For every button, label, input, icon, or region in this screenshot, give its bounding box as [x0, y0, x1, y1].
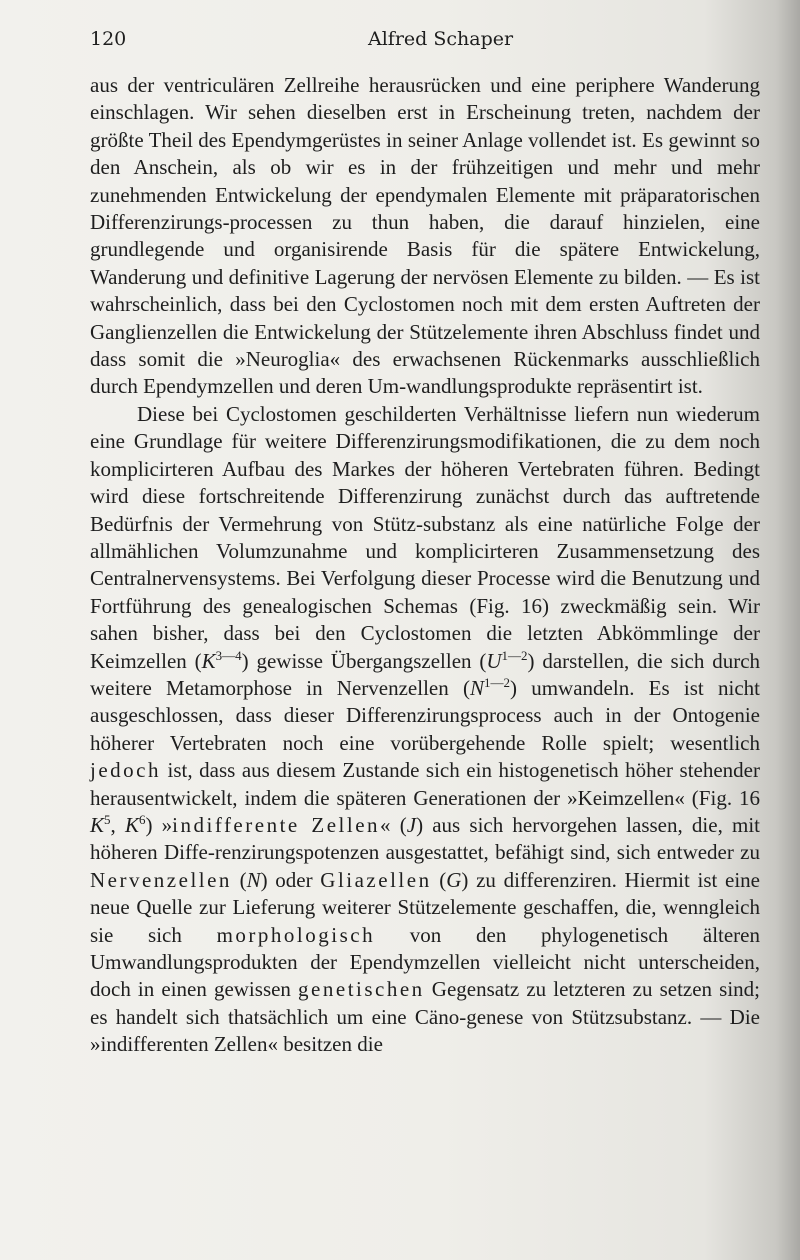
text-run: Diese bei Cyclostomen geschilderten Verhältnisse liefern nun wiederum eine Grundlage für weitere Differenzirungsmodifikationen, die zu dem noch komplicirteren Aufbau des Markes der höheren Vertebraten führen. Bedingt wird diese fortschreitende Differenzirung zunächst durch das auftretende Bedürfnis der Vermehrung von Stütz-substanz als eine natürliche Folge der allmählichen Volumzunahme und komplicirteren Zusammensetzung des Centralnervensystems. Bei Verfolgung dieser Processe wird die Benutzung und Fortführung des genealogischen Schemas (Fig. 16) zweckmäßig sein. Wir sahen bisher, dass bei den Cyclostomen die letzten Abkömmlinge der Keimzellen ( — [90, 401, 760, 673]
text-run: ( — [431, 867, 447, 892]
emphasis-spaced: Gliazellen — [320, 867, 432, 892]
emphasis-spaced: Nervenzellen — [90, 867, 232, 892]
text-run: von den phylogenetisch älteren Umwandlungsprodukten der Ependymzellen vielleicht nicht unterscheiden, doch in einen gewissen — [90, 922, 760, 1002]
running-head: Alfred Schaper — [368, 28, 514, 50]
page-header — [90, 28, 760, 56]
italic-symbol: U — [486, 648, 502, 673]
text-run: ) » — [145, 812, 173, 837]
italic-symbol: G — [446, 867, 462, 892]
superscript: 1—2 — [501, 647, 528, 663]
italic-symbol: K — [124, 812, 139, 837]
paragraph — [90, 72, 760, 401]
italic-symbol: N — [469, 675, 484, 700]
body-text — [90, 72, 760, 1059]
italic-symbol: K — [90, 812, 105, 837]
text-run: « ( — [380, 812, 407, 837]
emphasis-spaced: indifferente Zellen — [172, 812, 381, 837]
paragraph — [90, 401, 760, 1059]
text-run: ) oder — [260, 867, 321, 892]
text-run: , — [110, 812, 125, 837]
text-run: aus der ventriculären Zellreihe herausrücken und eine periphere Wanderung einschlagen. Wir sehen dieselben erst in Erscheinung treten, nachdem der größte Theil des Ependymgerüstes in seiner Anlage vollendet ist. Es gewinnt so den Anschein, als ob wir es in der frühzeitigen und mehr und mehr zunehmenden Entwickelung der ependymalen Elemente mit präparatorischen Differenzirungs-processen zu thun haben, die darauf hinzielen, eine grundlegende und organisirende Basis für die spätere Entwickelung, Wanderung und definitive Lagerung der nervösen Elemente zu bilden. — Es ist wahrscheinlich, dass bei den Cyclostomen noch mit dem ersten Auftreten der Ganglienzellen die Entwickelung der Stützelemente ihren Abschluss findet und dass somit die »Neuroglia« des erwachsenen Rückenmarks ausschließlich durch Ependymzellen und deren Um-wandlungsprodukte repräsentirt ist. — [90, 73, 760, 399]
text-run: ) zu differenziren. Hiermit ist eine neue Quelle zur Lieferung weiterer Stützelemente geschaffen, die, wenngleich sie sich — [90, 867, 761, 947]
superscript: 3—4 — [215, 647, 242, 663]
text-run: ( — [231, 867, 247, 892]
emphasis-spaced: genetischen — [298, 977, 425, 1002]
italic-symbol: N — [246, 867, 261, 892]
text-run: ) darstellen, die sich durch weitere Metamorphose in Nervenzellen ( — [90, 648, 761, 700]
page-number: 120 — [90, 28, 127, 50]
text-run: ist, dass aus diesem Zustande sich ein histogenetisch höher stehender herausentwickelt, indem die späteren Generationen der »Keimzellen« (Fig. 16 — [90, 758, 760, 810]
emphasis-spaced: morphologisch — [216, 922, 376, 947]
superscript: 6 — [138, 811, 146, 827]
superscript: 1—2 — [483, 674, 510, 690]
text-run: ) aus sich hervorgehen lassen, die, mit höheren Diffe-renzirungspotenzen ausgestattet, befähigt sind, sich entweder zu — [90, 812, 761, 865]
superscript: 5 — [104, 811, 111, 827]
text-run: ) umwandeln. Es ist nicht ausgeschlossen, dass dieser Differenzirungsprocess auch in der Ontogenie höherer Vertebraten noch eine vorübergehende Rolle spielt; wesentlich — [90, 675, 760, 755]
italic-symbol: J — [406, 812, 417, 837]
italic-symbol: K — [201, 648, 216, 673]
text-run: ) gewisse Übergangszellen ( — [241, 648, 487, 673]
text-run: Gegensatz zu letzteren zu setzen sind; es handelt sich thatsächlich um eine Cäno-genese von Stützsubstanz. — Die »indifferenten Zellen« besitzen die — [90, 977, 760, 1057]
emphasis-spaced: jedoch — [90, 758, 161, 783]
